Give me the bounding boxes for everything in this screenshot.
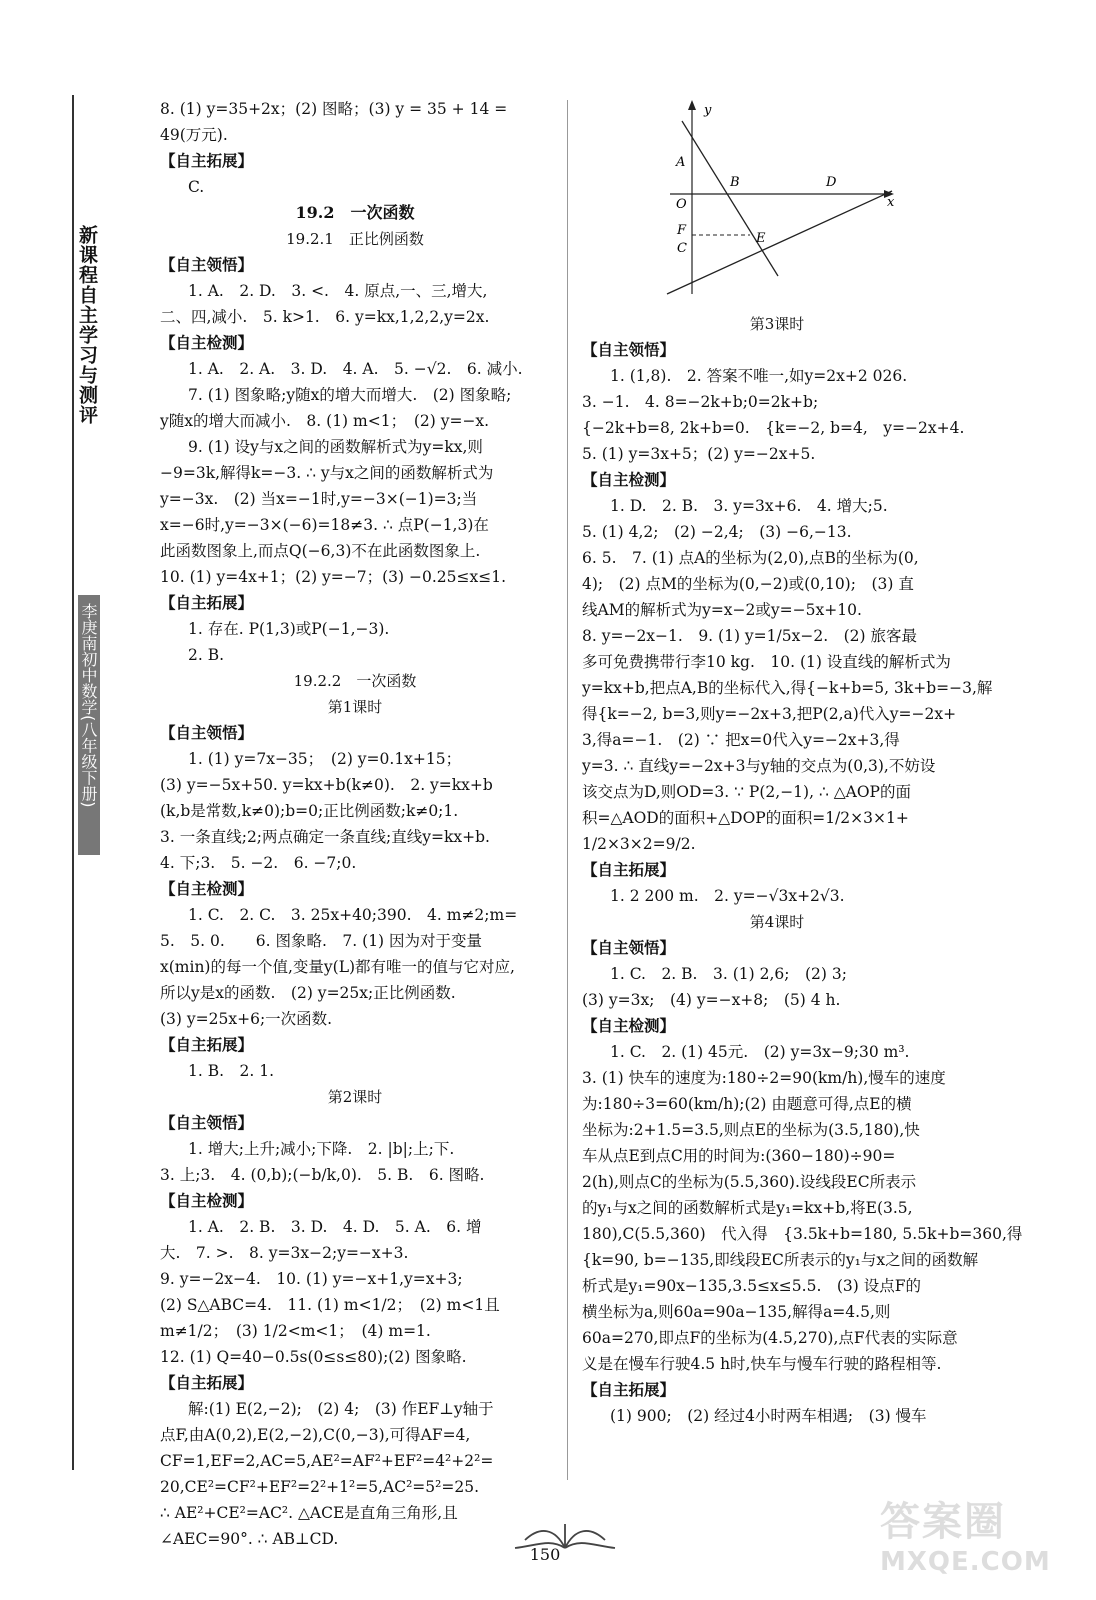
answer-line: 10. (1) y=4x+1；(2) y=−7；(3) −0.25≤x≤1. [160, 568, 507, 586]
answer-line: 为:180÷3=60(km/h);(2) 由题意可得,点E的横 [582, 1095, 912, 1113]
answer-line: 1/2×3×2=9/2. [582, 835, 696, 853]
watermark-url: MXQE.COM [880, 1547, 1051, 1577]
answer-line: (3) y=25x+6;一次函数. [160, 1010, 333, 1028]
answer-line: 此函数图象上,而点Q(−6,3)不在此函数图象上. [160, 542, 481, 560]
answer-line: 1. C. 2. (1) 45元. (2) y=3x−9;30 m³. [610, 1043, 910, 1061]
answer-line: 1. C. 2. C. 3. 25x+40;390. 4. m≠2;m= [188, 906, 518, 924]
answer-line: 9. y=−2x−4. 10. (1) y=−x+1,y=x+3; [160, 1270, 463, 1288]
answer-line: (1) 900; (2) 经过4小时两车相遇; (3) 慢车 [610, 1407, 927, 1425]
label-x: x [887, 195, 895, 210]
answer-line: 线AM的解析式为y=x−2或y=−5x+10. [582, 601, 862, 619]
answer-line: {k=90, b=−135,即线段EC所表示的y₁与x之间的函数解 [582, 1251, 979, 1269]
answer-line: ∠AEC=90°. ∴ AB⊥CD. [160, 1530, 339, 1548]
answer-line: 3,得a=−1. (2) ∵ 把x=0代入y=−2x+3,得 [582, 731, 900, 749]
answer-line: 1. A. 2. D. 3. <. 4. 原点,一、三,增大, [188, 282, 488, 300]
y-axis-arrow [688, 100, 696, 110]
answer-line: 180),C(5.5,360) 代入得 {3.5k+b=180, 5.5k+b=360,得 [582, 1225, 1023, 1243]
answer-line: y=−3x. (2) 当x=−1时,y=−3×(−1)=3;当 [160, 490, 478, 508]
page-number: 150 [529, 1545, 561, 1564]
answer-line: x=−6时,y=−3×(−6)=18≠3. ∴ 点P(−1,3)在 [160, 516, 489, 534]
answer-line: 4. 下;3. 5. −2. 6. −7;0. [160, 854, 357, 872]
section-heading: 【自主领悟】 [160, 723, 254, 742]
answer-line: 1. (1) y=7x−35； (2) y=0.1x+15； [188, 750, 462, 768]
answer-line: 4); (2) 点M的坐标为(0,−2)或(0,10); (3) 直 [582, 575, 914, 593]
answer-line: 大. 7. >. 8. y=3x−2;y=−x+3. [160, 1244, 409, 1262]
answer-line: 3. 上;3. 4. (0,b);(−b/k,0). 5. B. 6. 图略. [160, 1166, 485, 1184]
section-heading: 【自主检测】 [582, 470, 676, 489]
answer-line: 1. C. 2. B. 3. (1) 2,6; (2) 3; [610, 965, 847, 983]
lesson-heading: 19.2 一次函数 [295, 203, 415, 222]
answer-line: (2) S△ABC=4. 11. (1) m<1/2； (2) m<1且 [160, 1296, 500, 1314]
answer-line: 所以y是x的函数. (2) y=25x;正比例函数. [160, 984, 456, 1002]
answer-line: 义是在慢车行驶4.5 h时,快车与慢车行驶的路程相等. [582, 1355, 942, 1373]
answer-line: {−2k+b=8, 2k+b=0. {k=−2, b=4, y=−2x+4. [582, 419, 965, 437]
coordinate-figure [582, 96, 972, 301]
answer-line: 2(h),则点C的坐标为(5.5,360).设线段EC所表示 [582, 1173, 917, 1191]
section-heading: 【自主领悟】 [582, 938, 676, 957]
label-F: F [677, 223, 687, 238]
label-y: y [704, 103, 712, 118]
section-heading: 【自主领悟】 [160, 1113, 254, 1132]
lesson-heading: 19.2.1 正比例函数 [286, 230, 424, 248]
answer-line: 7. (1) 图象略;y随x的增大而增大. (2) 图象略; [188, 386, 512, 404]
answer-line: 1. (1,8). 2. 答案不唯一,如y=2x+2 026. [610, 367, 908, 385]
label-B: B [730, 175, 740, 190]
answer-line: 12. (1) Q=40−0.5s(0≤s≤80);(2) 图象略. [160, 1348, 467, 1366]
answer-line: −9=3k,解得k=−3. ∴ y与x之间的函数解析式为 [160, 464, 494, 482]
section-heading: 【自主拓展】 [160, 1373, 254, 1392]
section-heading: 【自主检测】 [160, 879, 254, 898]
answer-line: 车从点E到点C用的时间为:(360−180)÷90= [582, 1147, 896, 1165]
label-O: O [676, 197, 687, 212]
answer-line: 9. (1) 设y与x之间的函数解析式为y=kx,则 [188, 438, 483, 456]
book-title: 李庚南初中数学(八年级下册) [79, 603, 98, 808]
section-heading: 【自主拓展】 [582, 1380, 676, 1399]
answer-line: x(min)的每一个值,变量y(L)都有唯一的值与它对应, [160, 958, 515, 976]
answer-line: CF=1,EF=2,AC=5,AE²=AF²+EF²=4²+2²= [160, 1452, 494, 1470]
answer-line: 1. B. 2. 1. [188, 1062, 275, 1080]
answer-line: 多可免费携带行李10 kg. 10. (1) 设直线的解析式为 [582, 653, 951, 671]
book-title-box [78, 595, 100, 855]
answer-line: 积=△AOD的面积+△DOP的面积=1/2×3×1+ [582, 809, 909, 827]
label-A: A [676, 155, 686, 170]
answer-line: (3) y=−5x+50. y=kx+b(k≠0). 2. y=kx+b [160, 776, 493, 794]
section-heading: 【自主领悟】 [160, 255, 254, 274]
section-heading: 【自主领悟】 [582, 340, 676, 359]
figure-svg [582, 96, 972, 301]
answer-line: 二、四,减小. 5. k>1. 6. y=kx,1,2,2,y=2x. [160, 308, 490, 326]
right-column [582, 96, 1023, 1429]
section-heading: 【自主检测】 [160, 1191, 254, 1210]
answer-line: 3. 一条直线;2;两点确定一条直线;直线y=kx+b. [160, 828, 490, 846]
answer-line: 6. 5. 7. (1) 点A的坐标为(2,0),点B的坐标为(0, [582, 549, 919, 567]
answer-line: 5. (1) 4,2; (2) −2,4; (3) −6,−13. [582, 523, 852, 541]
sidebar [72, 95, 98, 1470]
answer-line: 3. (1) 快车的速度为:180÷2=90(km/h),慢车的速度 [582, 1069, 946, 1087]
answer-line: 49(万元). [160, 126, 228, 144]
answer-line: y=kx+b,把点A,B的坐标代入,得{−k+b=5, 3k+b=−3,解 [582, 679, 993, 697]
answer-line: 20,CE²=CF²+EF²=2²+1²=5,AC²=5²=25. [160, 1478, 479, 1496]
answer-line: y=3. ∴ 直线y=−2x+3与y轴的交点为(0,3),不妨设 [582, 757, 936, 775]
answer-line: 解:(1) E(2,−2); (2) 4; (3) 作EF⊥y轴于 [188, 1400, 494, 1418]
section-heading: 【自主拓展】 [160, 593, 254, 612]
answer-line: (k,b是常数,k≠0);b=0;正比例函数;k≠0;1. [160, 802, 459, 820]
answer-line: 5. 5. 0. 6. 图象略. 7. (1) 因为对于变量 [160, 932, 483, 950]
section-heading: 【自主拓展】 [582, 860, 676, 879]
watermark-logo [880, 1490, 1090, 1590]
lesson-heading: 第2课时 [327, 1088, 383, 1106]
lesson-heading: 第4课时 [749, 913, 805, 931]
answer-line: 析式是y₁=90x−135,3.5≤x≤5.5. (3) 设点F的 [582, 1277, 922, 1295]
answer-line: 1. D. 2. B. 3. y=3x+6. 4. 增大;5. [610, 497, 888, 515]
section-heading: 【自主拓展】 [160, 1035, 254, 1054]
column-divider [567, 100, 568, 1480]
answer-line: 1. A. 2. A. 3. D. 4. A. 5. −√2. 6. 减小. [188, 360, 523, 378]
answer-line: 横坐标为a,则60a=90a−135,解得a=4.5,则 [582, 1303, 891, 1321]
line-CD [667, 191, 892, 294]
lesson-heading: 19.2.2 一次函数 [293, 672, 417, 690]
answer-line: 3. −1. 4. 8=−2k+b;0=2k+b; [582, 393, 819, 411]
answer-line: m≠1/2； (3) 1/2<m<1； (4) m=1. [160, 1322, 431, 1340]
answer-line: 点F,由A(0,2),E(2,−2),C(0,−3),可得AF=4, [160, 1426, 471, 1444]
answer-line: 该交点为D,则OD=3. ∵ P(2,−1), ∴ △AOP的面 [582, 783, 911, 801]
answer-line: 1. 2 200 m. 2. y=−√3x+2√3. [610, 887, 845, 905]
label-D: D [826, 175, 837, 190]
answer-line: 8. (1) y=35+2x；(2) 图略；(3) y = 35 + 14 = [160, 100, 508, 118]
answer-line: 5. (1) y=3x+5；(2) y=−2x+5. [582, 445, 816, 463]
section-heading: 【自主检测】 [582, 1016, 676, 1035]
answer-line: ∴ AE²+CE²=AC². △ACE是直角三角形,且 [160, 1504, 458, 1522]
label-C: C [677, 241, 687, 256]
answer-line: 坐标为:2+1.5=3.5,则点E的坐标为(3.5,180),快 [582, 1121, 920, 1139]
section-heading: 【自主拓展】 [160, 151, 254, 170]
answer-line: 1. A. 2. B. 3. D. 4. D. 5. A. 6. 增 [188, 1218, 482, 1236]
watermark-text: 答案圈 [880, 1499, 1006, 1545]
lesson-heading: 第3课时 [749, 315, 805, 333]
right-column-text [582, 311, 1023, 1429]
answer-line: 60a=270,即点F的坐标为(4.5,270),点F代表的实际意 [582, 1329, 958, 1347]
sidebar-rule [72, 95, 74, 1470]
series-title: 新课程自主学习与测评 [76, 225, 98, 425]
answer-line: 的y₁与x之间的函数解析式是y₁=kx+b,将E(3.5, [582, 1199, 913, 1217]
line-AB [682, 121, 778, 276]
label-E: E [756, 231, 766, 246]
section-heading: 【自主检测】 [160, 333, 254, 352]
answer-line: y随x的增大而减小. 8. (1) m<1； (2) y=−x. [160, 412, 490, 430]
answer-line: 8. y=−2x−1. 9. (1) y=1/5x−2. (2) 旅客最 [582, 627, 918, 645]
left-column [160, 96, 550, 1552]
answer-line: 2. B. [188, 646, 225, 664]
answer-line: 1. 存在. P(1,3)或P(−1,−3). [188, 620, 390, 638]
answer-line: 得{k=−2, b=3,则y=−2x+3,把P(2,a)代入y=−2x+ [582, 705, 957, 723]
answer-line: C. [188, 178, 205, 196]
lesson-heading: 第1课时 [327, 698, 383, 716]
answer-line: 1. 增大;上升;减小;下降. 2. |b|;上;下. [188, 1140, 455, 1158]
answer-line: (3) y=3x; (4) y=−x+8; (5) 4 h. [582, 991, 841, 1009]
